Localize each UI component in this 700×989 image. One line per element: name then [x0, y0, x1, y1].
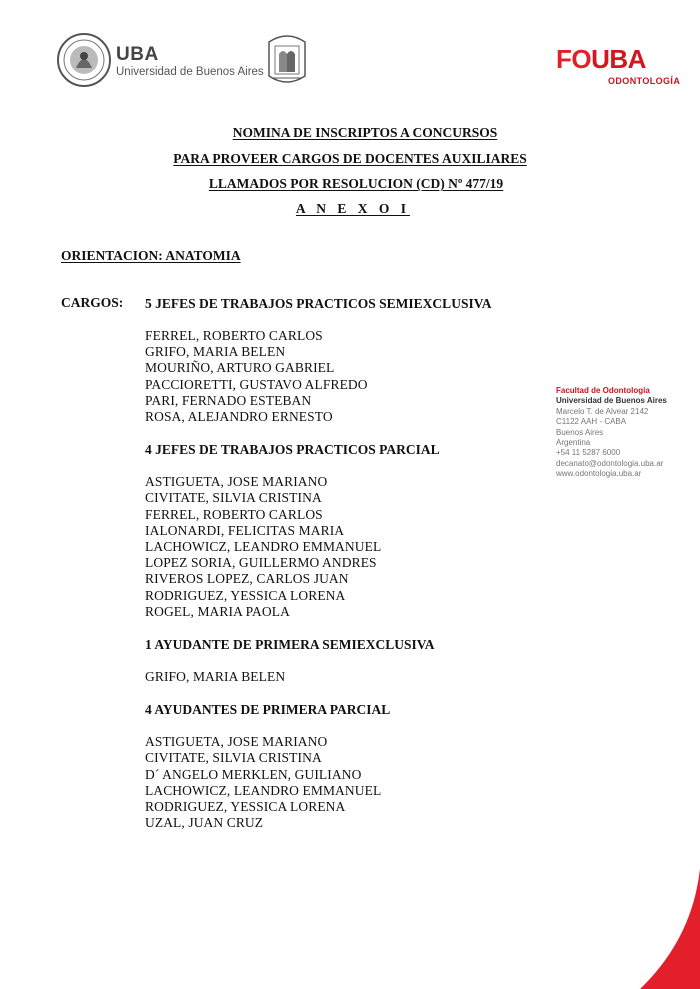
title-annex: A N E X O I: [295, 201, 411, 216]
title-line-1: NOMINA DE INSCRIPTOS A CONCURSOS: [232, 125, 498, 140]
list-item: ROGEL, MARIA PAOLA: [145, 603, 290, 619]
address-line: Buenos Aires: [556, 427, 604, 437]
list-item: MOURIÑO, ARTURO GABRIEL: [145, 360, 335, 376]
fouba-logo-subtitle: ODONTOLOGÍA: [608, 76, 681, 86]
uba-logo-text: UBA: [116, 44, 159, 65]
section-4: [145, 701, 545, 831]
section-title: 5 JEFES DE TRABAJOS PRACTICOS SEMIEXCLUSIVA: [145, 296, 492, 311]
faculty-crest-icon: [265, 32, 309, 86]
address-line: Marcelo T. de Alvear 2142: [556, 406, 649, 416]
list-item: ROSA, ALEJANDRO ERNESTO: [145, 409, 333, 425]
section-3: [145, 636, 545, 685]
list-item: GRIFO, MARIA BELEN: [145, 669, 286, 685]
decorative-corner-curve: [640, 869, 700, 989]
fouba-logo: [556, 44, 646, 75]
email-address: decanato@odontologia.uba.ar: [556, 458, 664, 468]
list-item: RODRIGUEZ, YESSICA LORENA: [145, 799, 346, 815]
fouba-logo-suffix: UBA: [591, 44, 646, 74]
address-line: Argentina: [556, 438, 591, 448]
university-name: Universidad de Buenos Aires: [556, 396, 667, 406]
section-2: [145, 441, 545, 620]
website-url: www.odontologia.uba.ar: [556, 469, 642, 479]
list-item: LACHOWICZ, LEANDRO EMMANUEL: [145, 782, 382, 798]
cargos-label: CARGOS:: [61, 295, 124, 310]
orientation-heading: ORIENTACION: ANATOMIA: [61, 248, 241, 263]
section-1: [145, 295, 545, 425]
list-item: ASTIGUETA, JOSE MARIANO: [145, 474, 328, 490]
list-item: ASTIGUETA, JOSE MARIANO: [145, 734, 328, 750]
name-list: [145, 474, 545, 620]
list-item: CIVITATE, SILVIA CRISTINA: [145, 750, 322, 766]
section-title: 1 AYUDANTE DE PRIMERA SEMIEXCLUSIVA: [145, 637, 435, 653]
list-item: FERREL, ROBERTO CARLOS: [145, 328, 323, 343]
name-list: [145, 669, 545, 685]
phone-number: +54 11 5287 6000: [556, 448, 621, 458]
uba-seal-icon: [56, 32, 112, 88]
list-item: LACHOWICZ, LEANDRO EMMANUEL: [145, 539, 382, 555]
name-list: [145, 734, 545, 831]
list-item: LOPEZ SORIA, GUILLERMO ANDRES: [145, 555, 377, 571]
title-line-2: PARA PROVEER CARGOS DE DOCENTES AUXILIARES: [173, 151, 527, 166]
section-title: 4 JEFES DE TRABAJOS PRACTICOS PARCIAL: [145, 442, 440, 458]
list-item: GRIFO, MARIA BELEN: [145, 344, 286, 360]
cargos-list: [145, 295, 545, 847]
list-item: UZAL, JUAN CRUZ: [145, 815, 264, 831]
list-item: PACCIORETTI, GUSTAVO ALFREDO: [145, 376, 368, 392]
address-line: C1122 AAH - CABA: [556, 417, 627, 427]
list-item: PARI, FERNADO ESTEBAN: [145, 392, 312, 408]
title-line-3: LLAMADOS POR RESOLUCION (CD) Nº 477/19: [208, 176, 504, 191]
list-item: D´ ANGELO MERKLEN, GUILIANO: [145, 766, 362, 782]
faculty-name: Facultad de Odontología: [556, 386, 650, 395]
faculty-address-block: [556, 386, 667, 480]
list-item: RODRIGUEZ, YESSICA LORENA: [145, 587, 346, 603]
fouba-logo-prefix: FO: [556, 44, 592, 74]
uba-logo-subtitle: Universidad de Buenos Aires: [116, 66, 264, 78]
list-item: CIVITATE, SILVIA CRISTINA: [145, 490, 322, 506]
name-list: [145, 328, 545, 425]
list-item: FERREL, ROBERTO CARLOS: [145, 506, 323, 522]
list-item: IALONARDI, FELICITAS MARIA: [145, 522, 345, 538]
list-item: RIVEROS LOPEZ, CARLOS JUAN: [145, 571, 349, 587]
section-title: 4 AYUDANTES DE PRIMERA PARCIAL: [145, 702, 391, 718]
